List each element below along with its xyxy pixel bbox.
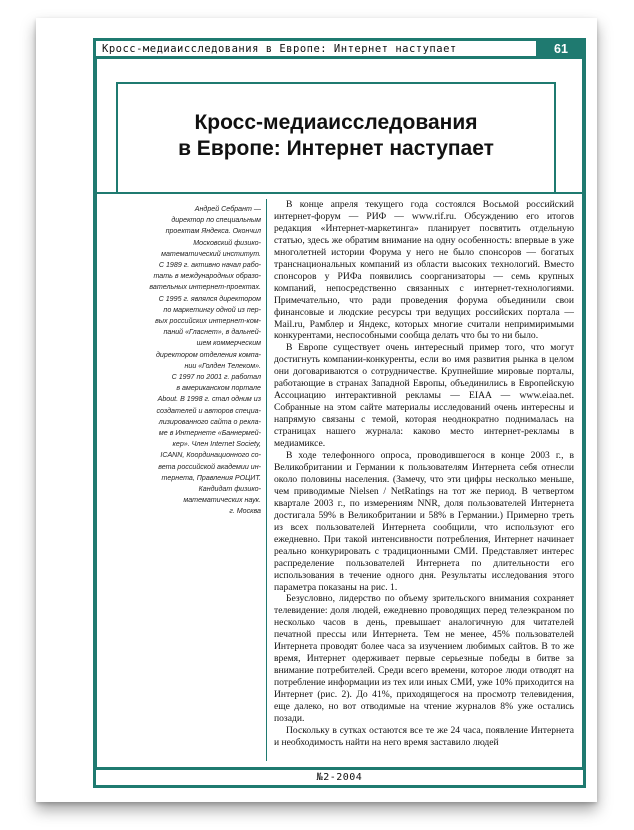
body-paragraph: Поскольку в сутках остаются все те же 24 часа, появление Интернета и необходимость найти на него время заставило людей <box>274 724 574 748</box>
author-bio-line: С 1997 по 2001 г. работал <box>171 373 261 382</box>
running-title: Кросс-медиаисследования в Европе: Интернет наступает <box>96 41 536 56</box>
author-bio-line: вых российских интернет-ком- <box>155 317 261 326</box>
author-bio-line: тернета, Правления РОЦИТ. <box>161 473 261 482</box>
author-bio-line: вательных интернет-проектах. <box>149 283 261 292</box>
running-header <box>93 38 586 59</box>
article-title <box>116 110 556 162</box>
article-title-line-2: в Европе: Интернет наступает <box>178 137 494 160</box>
magazine-page <box>36 18 597 802</box>
body-paragraph: Безусловно, лидерство по объему зрительского внимания сохраняет телевидение: доля людей, ежедневно проводящих перед телеэкраном по несколько часов в день, превышает аналогичную для читателей печатной прессы или Интернета. Тем не менее, 45% пользователей Интернета проводят более часа за изучением любимых сайтов. В то же время, Интернет одерживает первые серьезные победы в битве за внимание потребителей. Среди всего времени, которое люди отводят на потребление информации из тех или иных СМИ, уже 10% приходится на Интернет (рис. 2). До 41%, приходящегося на просмотр телевидения, еще далеко, но вот отводимые на чтение журналов 8% уже остались позади. <box>274 593 574 724</box>
author-bio-line: паний «Гласнет», в дальней- <box>163 328 261 337</box>
author-bio-line: нии «Голден Телеком». <box>184 361 261 370</box>
author-bio-line: ICANN, Координационного со- <box>160 451 261 460</box>
body-paragraph: В Европе существует очень интересный пример того, что могут достигнуть компании-конкуренты, если во имя развития рынка в целом они договариваются о сотрудничестве. Крупнейшие мировые порталы, работающие в странах Западной Европы, объединились в Европейскую Ассоциацию интерактивной рекламы — EIAA — www.eiaa.net. Собранные на этом сайте материалы исследований очень интересны и напрямую связаны с темой, которая неоднократно поднималась на страницах нашего журнала: каково место интернет-рекламы в медиамиксе. <box>274 342 574 450</box>
author-bio-line: Андрей Себрант — <box>194 205 261 213</box>
article-body <box>274 199 574 749</box>
author-bio-line: в американском портале <box>176 384 261 393</box>
author-bio-line: Кандидат физико- <box>198 485 261 494</box>
author-bio-line: директором отделения компа- <box>155 350 261 359</box>
author-bio-line: кер». Член Internet Society, <box>172 440 261 449</box>
author-bio-line: ме в Интернете «Баннермей- <box>158 429 261 438</box>
author-bio-line: Московский физико- <box>193 238 261 247</box>
author-bio-line: создателей и авторов специа- <box>156 406 261 415</box>
issue-number: №2-2004 <box>96 770 583 785</box>
frame-left-border <box>93 59 97 767</box>
article-title-line-1: Кросс-медиаисследования <box>194 111 478 134</box>
author-bio-line: тать в международных образо- <box>153 272 261 281</box>
author-bio-line: проектам Яндекса. Окончил <box>165 227 261 236</box>
column-divider <box>266 199 267 761</box>
title-divider <box>97 192 582 194</box>
author-bio-line: математических наук. <box>183 496 261 505</box>
author-bio-line: лизированного сайта о рекла- <box>158 417 261 426</box>
frame-right-border <box>582 59 586 767</box>
running-footer <box>93 767 586 788</box>
author-bio-line: С 1995 г. являлся директором <box>158 294 261 303</box>
author-bio-line: шем коммерческим <box>196 339 261 348</box>
page-number: 61 <box>554 41 568 56</box>
author-bio-line: математический институт. <box>161 249 261 258</box>
author-bio-line: г. Москва <box>229 507 261 516</box>
author-bio-line: вета российской академии ин- <box>158 462 261 471</box>
author-bio-line: About. В 1998 г. стал одним из <box>157 395 261 404</box>
author-bio-line: С 1989 г. активно начал рабо- <box>158 261 261 270</box>
author-bio <box>108 204 261 518</box>
author-bio-line: директор по специальным <box>171 216 261 225</box>
body-paragraph: В ходе телефонного опроса, проводившегося в конце 2003 г., в Великобритании и Германии к пользователям Интернета себя отнесли около половины населения. (Замечу, что эти цифры несколько меньше, чем приводимые Nielsen / NetRatings на тот же период. В четвертом квартале 2003 г., по измерениям NNR, доля пользователей Интернета достигала 59% в Великобритании и 58% в Германии.) Примерно треть из всех пользователей Интернета сообщили, что используют его ежедневно. При такой интенсивности потребления, Интернет начинает реально конкурировать с традиционными СМИ. Представляет интерес распределение пользователей Интернета по длительности его использования в течение одного дня. Результаты исследования этого параметра показаны на рис. 1. <box>274 450 574 593</box>
author-bio-line: по маркетингу одной из пер- <box>163 305 261 314</box>
body-paragraph: В конце апреля текущего года состоялся Восьмой российский интернет-форум — РИФ — www.rif.ru. Обсуждению его итогов редакция «Интернет-маркетинга» планирует посвятить отдельную статью, здесь же обратим внимание на одну особенность: впервые в уже многолетней истории Форума у него не было спонсоров — богатых транснациональных компаний из области высоких технологий. Вместо спонсоров у РИФа появились соорганизаторы — семь крупных компаний, непосредственно связанных с интернет-технологиями. Примечательно, что ради проведения форума объединили свои финансовые и людские ресурсы три ведущих российских портала — Mail.ru, Рамблер и Яндекс, которых многие считали непримиримыми конкурентами, неспособными сообща делать что бы то ни было. <box>274 199 574 342</box>
